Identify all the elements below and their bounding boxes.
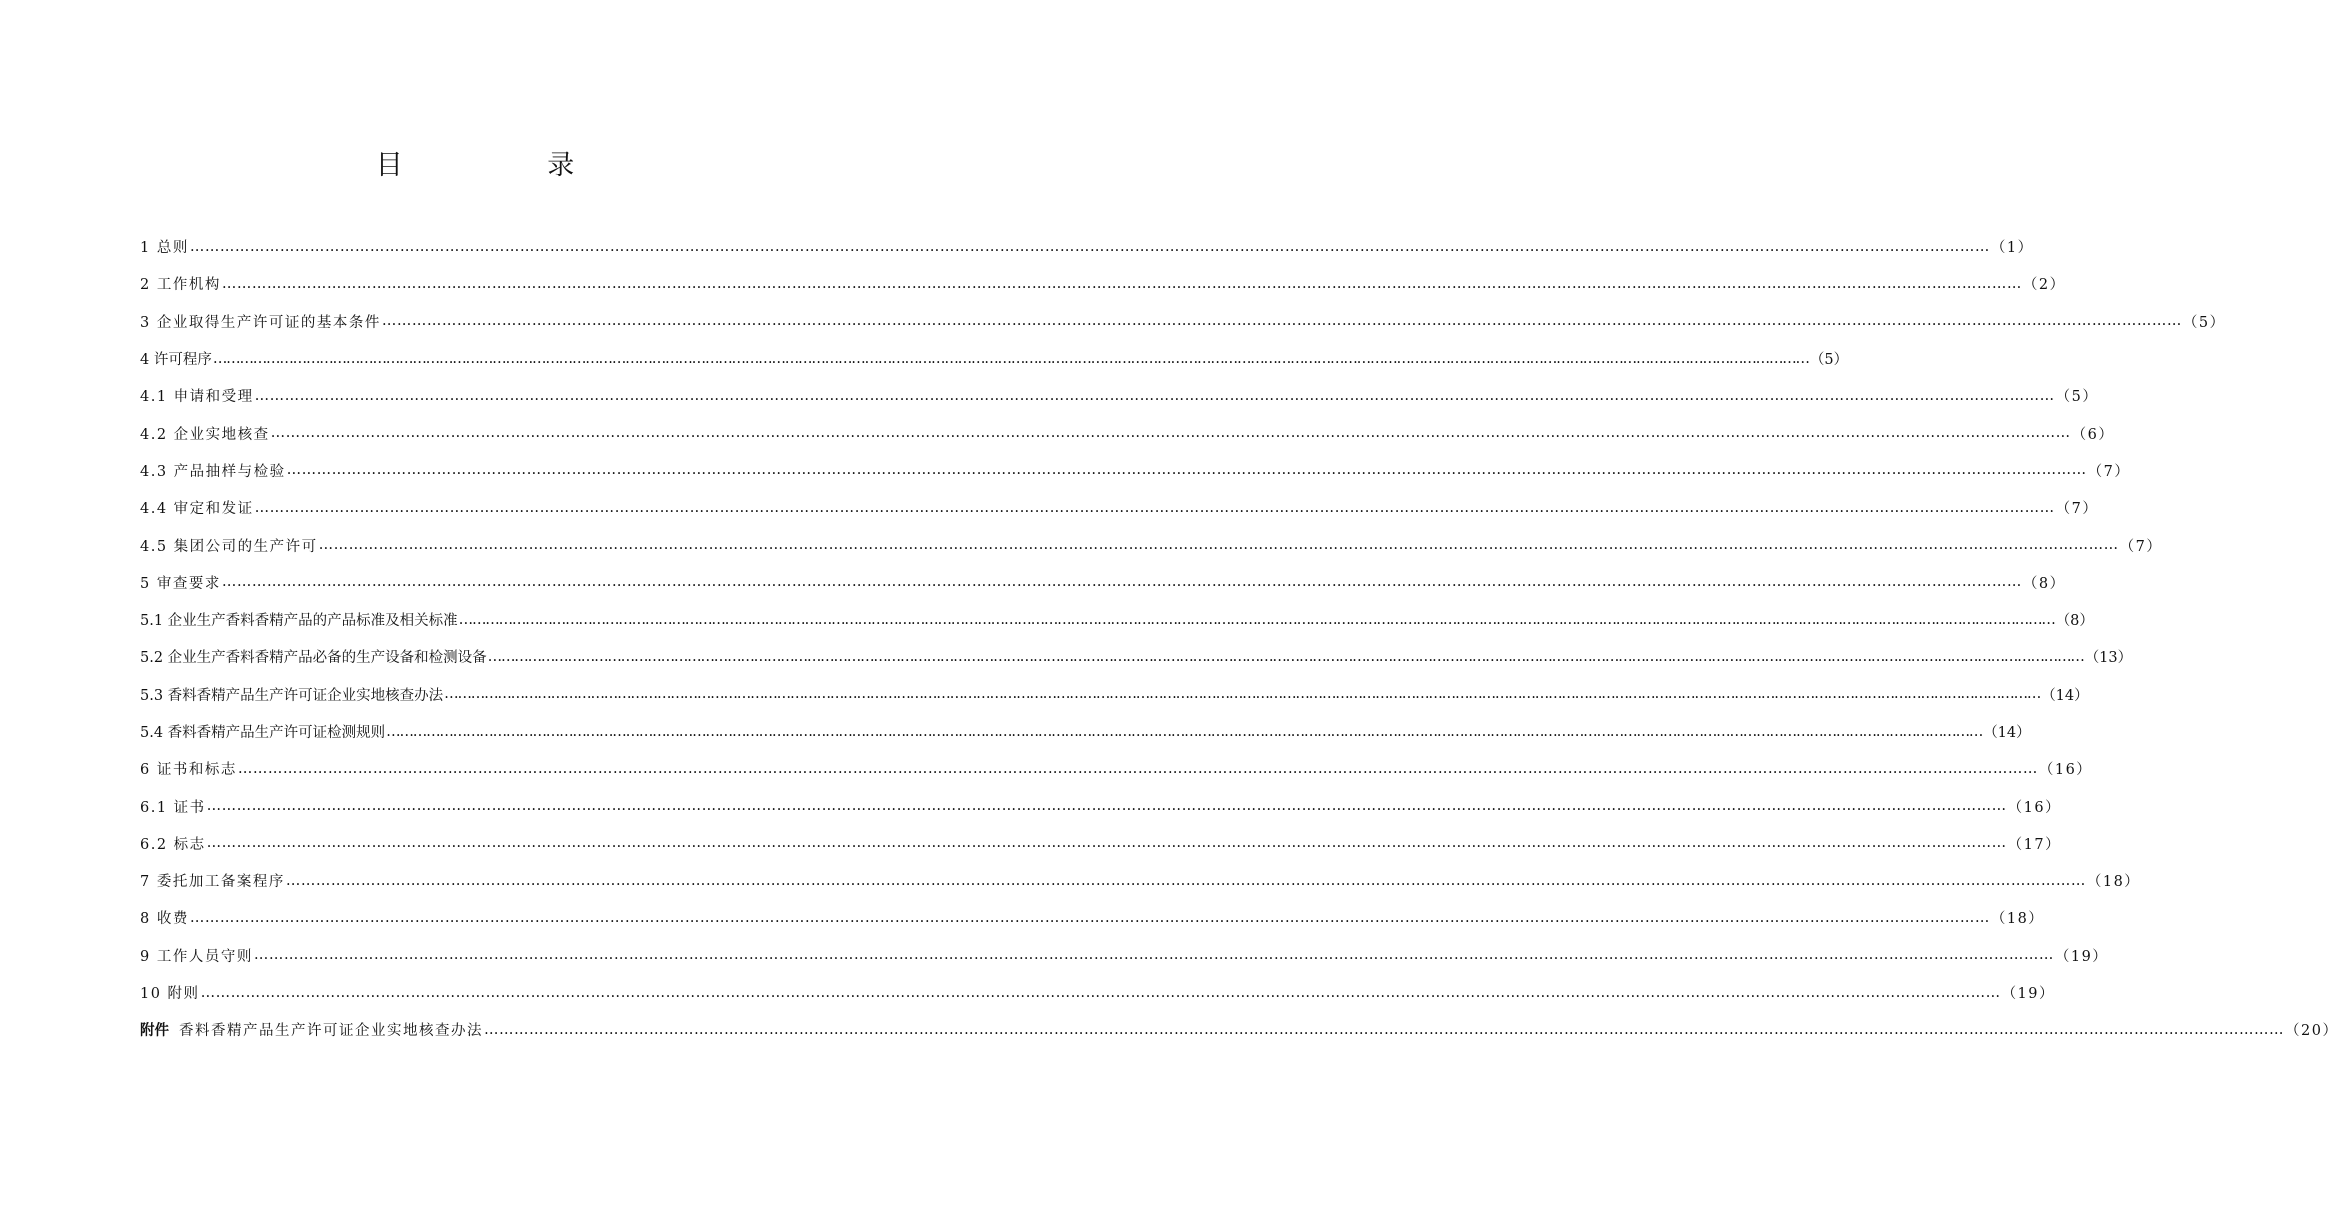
- toc-entry-label: 4 许可程序: [140, 352, 212, 369]
- toc-leader-dots: ………………………………………………………………………………………………………………………………………………………………………………………………………………………………………………………………………………………………………………………………: [254, 387, 2055, 404]
- toc-leader-dots: ………………………………………………………………………………………………………………………………………………………………………………………………………………………………………………………………………………………………………………………………: [318, 537, 2119, 554]
- table-of-contents: [140, 228, 2338, 1049]
- toc-entry[interactable]: [140, 676, 2089, 713]
- toc-entry-page: （7）: [2055, 501, 2099, 518]
- toc-entry-label: 9 工作人员守则: [140, 948, 253, 965]
- toc-entry-page: （5）: [2055, 389, 2099, 406]
- toc-entry-label: 6.1 证书: [140, 799, 206, 816]
- toc-entry[interactable]: [140, 601, 2094, 638]
- toc-entry[interactable]: [140, 489, 2099, 526]
- toc-leader-dots: ………………………………………………………………………………………………………………………………………………………………………………………………………………………………………………………………………………………………………………………………: [206, 798, 2007, 815]
- toc-entry-label: 7 委托加工备案程序: [140, 874, 285, 891]
- toc-leader-dots: ………………………………………………………………………………………………………………………………………………………………………………………………………………………………………………………………………………………………………………………………: [221, 574, 2022, 591]
- toc-entry-page: （13）: [2084, 650, 2133, 667]
- toc-entry[interactable]: [140, 265, 2066, 302]
- toc-entry-page: （8）: [2022, 575, 2066, 592]
- toc-leader-dots: ………………………………………………………………………………………………………………………………………………………………………………………………………………………………………………………………………………………………………………………………: [484, 1021, 2284, 1038]
- toc-entry-page: （20）: [2285, 1023, 2338, 1040]
- toc-entry-label: 4.2 企业实地核查: [140, 426, 270, 443]
- toc-entry-page: （5）: [1809, 352, 1849, 369]
- toc-entry-page: （16）: [2038, 762, 2093, 779]
- toc-leader-dots: ………………………………………………………………………………………………………………………………………………………………………………………………………………………………………………………………………………………………………………………………: [237, 760, 2038, 777]
- toc-leader-dots: ………………………………………………………………………………………………………………………………………………………………………………………………………………………………………………………………………………………………………………………………: [206, 835, 2007, 852]
- toc-entry-label: 4.4 审定和发证: [140, 501, 254, 518]
- toc-entry-label: 6.2 标志: [140, 836, 206, 853]
- toc-entry-label: 8 收费: [140, 911, 189, 928]
- toc-entry[interactable]: [140, 974, 2056, 1011]
- appendix-title: 香料香精产品生产许可证企业实地核查办法: [179, 1023, 483, 1040]
- toc-entry-page: （5）: [2182, 314, 2226, 331]
- toc-entry[interactable]: [140, 713, 2031, 750]
- toc-entry-page: （14）: [2041, 687, 2089, 704]
- toc-leader-dots: ………………………………………………………………………………………………………………………………………………………………………………………………………………………………………………………………………………………………………………………………: [444, 686, 2041, 703]
- toc-leader-dots: ………………………………………………………………………………………………………………………………………………………………………………………………………………………………………………………………………………………………………………………………: [286, 462, 2087, 479]
- toc-leader-dots: ………………………………………………………………………………………………………………………………………………………………………………………………………………………………………………………………………………………………………………………………: [285, 872, 2086, 889]
- toc-entry-label: 6 证书和标志: [140, 762, 237, 779]
- toc-leader-dots: ………………………………………………………………………………………………………………………………………………………………………………………………………………………………………………………………………………………………………………………………: [253, 947, 2054, 964]
- toc-entry-page: （16）: [2007, 799, 2062, 816]
- page-title: 目 录: [375, 150, 643, 181]
- toc-leader-dots: ………………………………………………………………………………………………………………………………………………………………………………………………………………………………………………………………………………………………………………………………: [458, 611, 2055, 628]
- toc-entry-page: （7）: [2087, 463, 2131, 480]
- toc-entry[interactable]: [140, 340, 1849, 377]
- toc-entry[interactable]: [140, 228, 2034, 265]
- toc-entry-label: 1 总则: [140, 240, 189, 257]
- toc-leader-dots: ………………………………………………………………………………………………………………………………………………………………………………………………………………………………………………………………………………………………………………………………: [270, 425, 2071, 442]
- toc-entry-page: （17）: [2007, 836, 2062, 853]
- toc-entry-page: （7）: [2119, 538, 2163, 555]
- toc-entry-page: （6）: [2071, 426, 2115, 443]
- toc-entry-label: 4.5 集团公司的生产许可: [140, 538, 318, 555]
- toc-entry-label: 4.1 申请和受理: [140, 389, 254, 406]
- toc-leader-dots: ………………………………………………………………………………………………………………………………………………………………………………………………………………………………………………………………………………………………………………………………: [189, 909, 1990, 926]
- toc-leader-dots: ………………………………………………………………………………………………………………………………………………………………………………………………………………………………………………………………………………………………………………………………: [254, 499, 2055, 516]
- toc-entry-label: [140, 1019, 483, 1040]
- toc-leader-dots: ………………………………………………………………………………………………………………………………………………………………………………………………………………………………………………………………………………………………………………………………: [200, 984, 2001, 1001]
- toc-entry[interactable]: [140, 303, 2226, 340]
- toc-entry[interactable]: [140, 414, 2115, 451]
- toc-entry-page: （2）: [2022, 277, 2066, 294]
- toc-leader-dots: ………………………………………………………………………………………………………………………………………………………………………………………………………………………………………………………………………………………………………………………………: [386, 723, 1983, 740]
- toc-entry-label: 5 审查要求: [140, 575, 221, 592]
- toc-leader-dots: ………………………………………………………………………………………………………………………………………………………………………………………………………………………………………………………………………………………………………………………………: [487, 648, 2084, 665]
- toc-entry-label: 4.3 产品抽样与检验: [140, 463, 286, 480]
- toc-entry-page: （8）: [2055, 613, 2094, 630]
- toc-entry[interactable]: [140, 638, 2133, 675]
- toc-entry-label: 10 附则: [140, 986, 200, 1003]
- toc-entry-page: （19）: [2054, 948, 2109, 965]
- toc-entry[interactable]: [140, 526, 2163, 563]
- toc-entry-page: （1）: [1990, 240, 2034, 257]
- toc-leader-dots: ………………………………………………………………………………………………………………………………………………………………………………………………………………………………………………………………………………………………………………………………: [212, 350, 1809, 367]
- toc-entry[interactable]: [140, 899, 2045, 936]
- toc-entry[interactable]: [140, 862, 2141, 899]
- toc-entry-appendix[interactable]: [140, 1011, 2338, 1048]
- toc-entry[interactable]: [140, 750, 2093, 787]
- toc-entry-label: 5.1 企业生产香料香精产品的产品标准及相关标准: [140, 613, 458, 630]
- toc-entry-label: 5.4 香料香精产品生产许可证检测规则: [140, 725, 386, 741]
- toc-entry[interactable]: [140, 564, 2066, 601]
- toc-entry-page: （18）: [2086, 874, 2141, 891]
- toc-entry-label: 2 工作机构: [140, 277, 221, 294]
- toc-entry-label: 5.2 企业生产香料香精产品必备的生产设备和检测设备: [140, 650, 487, 667]
- toc-entry-page: （18）: [1990, 911, 2045, 928]
- toc-leader-dots: ………………………………………………………………………………………………………………………………………………………………………………………………………………………………………………………………………………………………………………………………: [381, 313, 2182, 330]
- toc-leader-dots: ………………………………………………………………………………………………………………………………………………………………………………………………………………………………………………………………………………………………………………………………: [189, 238, 1990, 255]
- toc-entry-label: 5.3 香料香精产品生产许可证企业实地核查办法: [140, 687, 444, 704]
- toc-leader-dots: ………………………………………………………………………………………………………………………………………………………………………………………………………………………………………………………………………………………………………………………………: [221, 275, 2022, 292]
- toc-entry[interactable]: [140, 937, 2109, 974]
- toc-entry[interactable]: [140, 825, 2062, 862]
- appendix-prefix: 附件: [140, 1022, 169, 1040]
- toc-entry-page: （19）: [2001, 986, 2056, 1003]
- toc-entry[interactable]: [140, 787, 2062, 824]
- toc-entry-page: （14）: [1983, 725, 2031, 741]
- toc-entry-label: 3 企业取得生产许可证的基本条件: [140, 314, 381, 331]
- toc-entry[interactable]: [140, 452, 2131, 489]
- toc-entry[interactable]: [140, 377, 2099, 414]
